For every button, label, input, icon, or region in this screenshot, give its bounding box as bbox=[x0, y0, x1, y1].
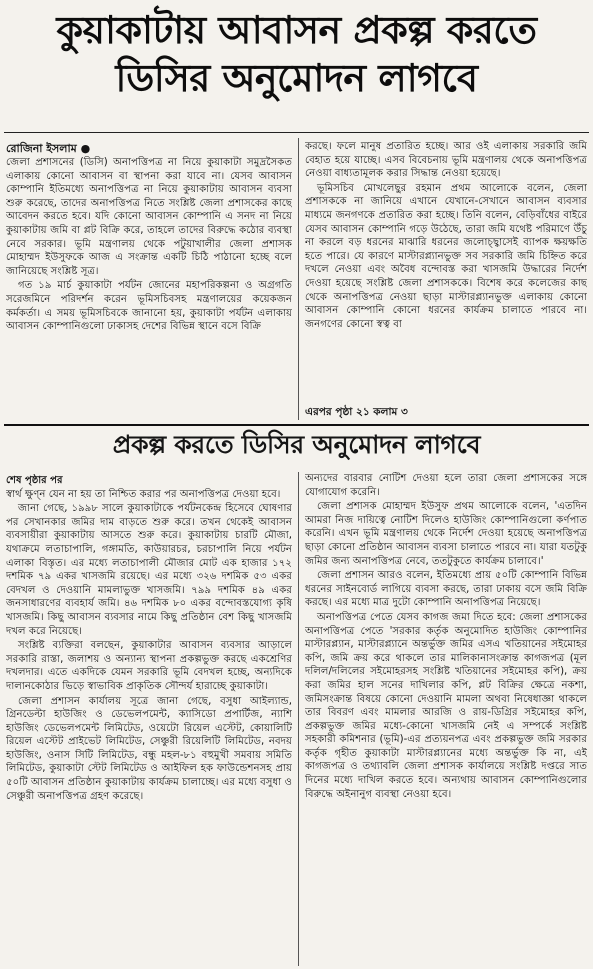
headline-line-2: ডিসির অনুমোদন লাগবে bbox=[115, 56, 478, 100]
column-divider bbox=[298, 138, 299, 420]
paragraph: অনাপত্তিপত্র পেতে যেসব কাগজ জমা দিতে হবে: জেলা প্রশাসকের অনাপত্তিপত্র পেতে 'সরকার কর্তৃক অনুমোদিত হাউজিং কোম্পানির মাস্টারপ্ল্যান, মাস্টারপ্ল্যানে অন্তর্ভুক্ত জমির এসএ খতিয়ানের সইমোহর কপি, জমি ক্রয় করে থাকলে তার মালিকানাসংক্রান্ত কাগজপত্র (মূল দলিল/দলিলের সইমোহরসহ সংশ্লিষ্ট খতিয়ানের সইমোহর কপি), ক্রয় করা জমির হাল সনের দাখিলার কপি, প্লট বিক্রির ক্ষেত্রে নকশা, জমিসংক্রান্ত বিষয়ে কোনো দেওয়ানি মামলা অথবা নিষেধাজ্ঞা থাকলে তার বিবরণ এবং মামলার আরজি ও রায়-ডিগ্রির সইমোহর কপি, প্রকল্পভুক্ত জমির মধ্যে-কোনো খাসজমি নেই এ সম্পর্কে সংশ্লিষ্ট সহকারী কমিশনার (ভূমি)-এর প্রত্যয়নপত্র এবং প্রকল্পভুক্ত জমি সরকার কর্তৃক গৃহীত কুয়াকাটা মাস্টারপ্ল্যানের মধ্যে অন্তর্ভুক্ত কি না, এই কাগজপত্র ও তথ্যাবলি জেলা প্রশাসক কার্যালয়ে সংশ্লিষ্ট দপ্তরে সাত দিনের মধ্যে দাখিল করতে হবে। অন্যথায় আবাসন কোম্পানিগুলোর বিরুদ্ধে অইনানুগ ব্যবস্থা নেওয়া হবে। bbox=[305, 611, 587, 800]
section-divider bbox=[4, 424, 589, 426]
headline bbox=[8, 6, 585, 102]
column-divider bbox=[298, 472, 299, 966]
continuation-headline: প্রকল্প করতে ডিসির অনুমোদন লাগবে bbox=[112, 430, 481, 459]
continued-on-label: এরপর পৃষ্ঠা ২১ কলাম ৩ bbox=[305, 406, 408, 418]
headline-divider bbox=[4, 132, 589, 133]
paragraph: জেলা প্রশাসন আরও বলেন, ইতিমধ্যে প্রায় ৫০টি কোম্পানি বিভিন্ন ধরনের সাইনবোর্ড লাগিয়ে ব্যবসা করছে, তারা ঢাকায় বসে জমি বিক্রি করছে। এর মধ্যে মাত্র দুটো কোম্পানি অনাপত্তিপত্র নিয়েছে। bbox=[305, 570, 587, 609]
article-top-left-column bbox=[6, 156, 292, 418]
paragraph: গত ১৯ মার্চ কুয়াকাটা পর্যটন জোনের মহাপরিকল্পনা ও অগ্রগতি সরেজমিনে পরিদর্শন করেন ভূমিসচিবসহ মন্ত্রণালয়ের কয়েকজন কর্মকর্তা। এ সময় ভূমিসচিবকে জানানো হয়, কুয়াকাটা পর্যটন এলাকায় আবাসন কোম্পানিগুলো ঢাকাসহ দেশের বিভিন্ন স্থানে বসে বিক্রি bbox=[6, 280, 292, 333]
paragraph: স্বার্থ ক্ষুণ্ন যেন না হয় তা নিশ্চিত করার পর অনাপত্তিপত্র দেওয়া হবে। bbox=[6, 488, 281, 500]
paragraph: জেলা প্রশাসন কার্যালয় সূত্রে জানা গেছে, বসুধা আইল্যান্ড, গ্রিনডেল্টা হাউজিং ও ডেভেলপমেন্ট, ক্যাসিডো প্রপার্টিজ, ন্যাশি হাউজিং ডেভেলপমেন্ট লিমিটেড, ওয়েটো রিয়েল এস্টেট, কোয়ালিটি রিয়েল এস্টেট প্রাইভেট লিমিটেড, সেঞ্চুরী রিয়েলিটি লিমিটেড, নবদয় হাউজিং, ওনাস সিটি লিমিটেড, বন্ধু মহল-৮১ বহুমুখী সমবায় সমিতি লিমিটেড, কুয়াকাটা স্টেট লিমিটেড ও আইফিল হক ফাউন্ডেশনসহ প্রায় ৫০টি আবাসন প্রতিষ্ঠান কুয়াকাটায় কার্যক্রম চালাচ্ছে। এর মধ্যে বসুধা ও সেঞ্চুরী অনাপত্তিপত্র গ্রহণ করেছে। bbox=[6, 695, 292, 802]
paragraph: জেলা প্রশাসক মোহাম্মদ ইউসুফ প্রথম আলোকে বলেন, 'এতদিন আমরা নিজ দায়িত্বে নোটিশ দিলেও হাউজিং কোম্পানিগুলো কর্ণপাত করেনি। এখন ভূমি মন্ত্রণালয় থেকে নির্দেশ দেওয়া হয়েছে অনাপত্তিপত্র ছাড়া কোনো প্রতিষ্ঠান আবাসন ব্যবসা চালাতে পারবে না। যারা যতটুকু জমির জন্য অনাপত্তিপত্র নেবে, ততটুকুতে কার্যক্রম চালাবে।' bbox=[305, 501, 587, 567]
article-bottom-left-column bbox=[6, 474, 292, 966]
paragraph: জানা গেছে, ১৯৯৮ সালে কুয়াকাটাকে পর্যটনকেন্দ্র হিসেবে ঘোষণার পর সেখানকার জমির দাম বাড়তে শুরু করে। তখন থেকেই আবাসন ব্যবসায়ীরা কুয়াকাটায় আসতে শুরু করে। কুয়াকাটায় চারটি মৌজা, যথাক্রমে লতাচাপালি, গঙ্গামতি, কাউয়ারচর, চরচাপালি নিয়ে পর্যটন এলাকা বিস্তৃত। এর মধ্যে লতাচাপালী মৌজার মোট এক হাজার ১৭২ দশমিক ৭৯ একর খাসজমি রয়েছে। এর মধ্যে ৩২৬ দশমিক ৫৩ একর বেদখল ও দেওয়ানি মামলাভুক্ত খাসজমি। ৭৯৯ দশমিক ৪৯ একর জনসাধারণের ব্যবহার্য জমি। ৪৬ দশমিক ৮০ একর বন্দোবস্তযোগ্য কৃষি খাসজমি। কিছু আবাসন ব্যবসার নামে কিছু প্রতিষ্ঠান বেশ কিছু খাসজমি দখল করে নিয়েছে। bbox=[6, 503, 292, 637]
paragraph: করছে। ফলে মানুষ প্রতারিত হচ্ছে। আর ওই এলাকায় সরকারি জমি বেহাত হয়ে যাচ্ছে। এসব বিবেচনায় ভূমি মন্ত্রণালয় থেকে অনাপত্তিপত্র নেওয়া বাধ্যতামূলক করার সিদ্ধান্ত নেওয়া হয়েছে। bbox=[305, 141, 587, 180]
byline: রোজিনা ইসলাম ● bbox=[6, 142, 91, 155]
paragraph: অন্যদের বারবার নোটিশ দেওয়া হলে তারা জেলা প্রশাসকের সঙ্গে যোগাযোগ করেনি। bbox=[305, 473, 587, 498]
kicker: শেষ পৃষ্ঠার পর bbox=[6, 475, 63, 486]
article-bottom-right-column bbox=[305, 472, 587, 966]
article-top-right-column bbox=[305, 140, 587, 405]
paragraph: সংশ্লিষ্ট ব্যক্তিরা বলছেন, কুয়াকাটার আবাসন ব্যবসার আড়ালে সরকারি রাস্তা, জলাশয় ও অন্যান্য স্থাপনা প্রকল্পভুক্ত করছে একশ্রেণির দখলদার। এতে একদিকে যেমন সরকারি ভূমি বেদখল হচ্ছে, অন্যদিকে দালানকোঠার ভিড়ে স্বাভাবিক প্রাকৃতিক সৌন্দর্য হারাচ্ছে কুয়াকাটা। bbox=[6, 640, 292, 692]
paragraph: জেলা প্রশাসনের (ডিসি) অনাপত্তিপত্র না নিয়ে কুয়াকাটা সমুদ্রসৈকত এলাকায় কোনো আবাসন বা স্থাপনা করা যাবে না। যেসব আবাসন কোম্পানি ইতিমধ্যে অনাপত্তিপত্র না নিয়ে কুয়াকাটায় আবাসন ব্যবসা শুরু করেছে, তাদের অনাপত্তিপত্র নিতে সংশ্লিষ্ট জেলা প্রশাসকের কাছে আবেদন করতে হবে। যদি কোনো আবাসন কোম্পানি এ সনদ না নিয়ে কুয়াকাটায় জমি বা প্লট বিক্রি করে, তাহলে তাদের বিরুদ্ধে কঠোর ব্যবস্থা নেবে সরকার। ভূমি মন্ত্রণালয় থেকে পটুয়াখালীর জেলা প্রশাসক মোহাম্মদ ইউসুফকে আজ এ সংক্রান্ত একটি চিঠি পাঠানো হচ্ছে বলে জানিয়েছে সংশ্লিষ্ট সূত্র। bbox=[6, 157, 292, 277]
headline-line-1: কুয়াকাটায় আবাসন প্রকল্প করতে bbox=[56, 8, 537, 52]
paragraph: ভূমিসচিব মোখলেছুর রহমান প্রথম আলোকে বলেন, জেলা প্রশাসককে না জানিয়ে এখানে যেখানে-সেখানে আবাসন ব্যবসার মাধ্যমে জনগণকে প্রতারিত করা হচ্ছে। তিনি বলেন, বেড়িবাঁধের বাইরে যেসব আবাসন কোম্পানি গড়ে উঠেছে, তারা জমি যথেষ্ট পরিমাণে উঁচু না করলে বড় ধরনের মাঝারি ধরনের জলোচ্ছ্বাসেই ব্যাপক ক্ষয়ক্ষতি হতে পারে। যে কারণে মাস্টারপ্ল্যানভুক্ত সব সরকারি জমি চিহ্নিত করে দখলে নেওয়া এবং অবৈধ বন্দোবস্ত করা খাসজমি উদ্ধারের নির্দেশ দেওয়া হয়েছে সংশ্লিষ্ট জেলা প্রশাসককে। বিশেষ করে কলেজের কাছ থেকে অনাপত্তিপত্র নেওয়া ছাড়া মাস্টারপ্ল্যানভুক্ত এলাকায় কোনো আবাসন কোম্পানি কোনো ধরনের কার্যক্রম চালাতে পারবে না। জনগণের কোনো স্বত্ব বা bbox=[305, 182, 587, 330]
